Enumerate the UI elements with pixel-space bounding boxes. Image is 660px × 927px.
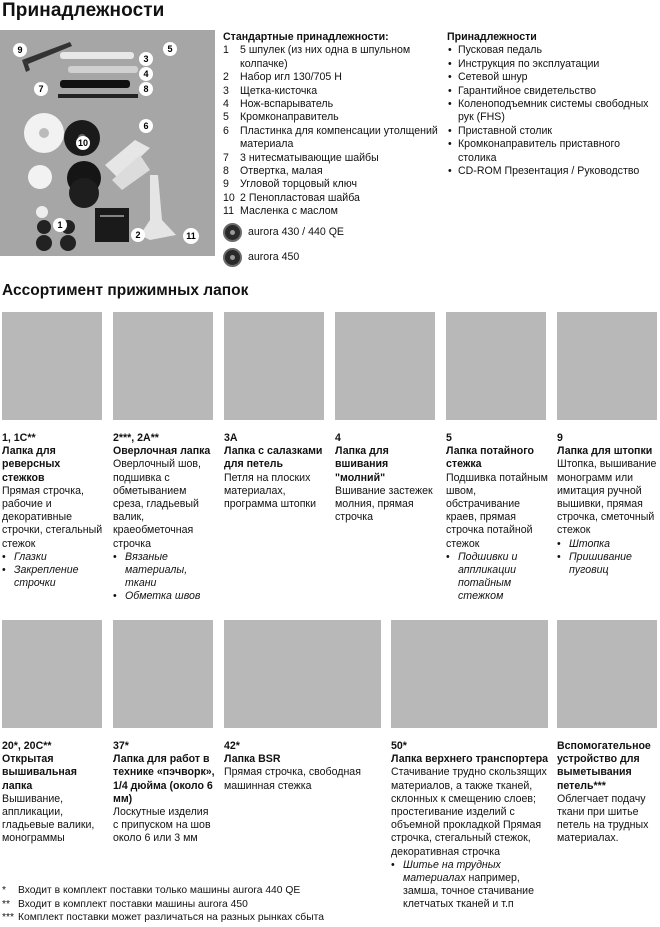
foot-image-9 (557, 312, 657, 420)
standard-item-text: Отвертка, малая (240, 165, 323, 178)
photo-label-7: 7 (38, 84, 44, 94)
foot-name: Открытая вышивальная лапка (2, 753, 77, 792)
accessory-item (447, 44, 660, 57)
standard-item-number: 7 (223, 151, 229, 164)
photo-label-9: 9 (17, 45, 23, 55)
footnote (2, 898, 324, 912)
foot-code: 3A (224, 432, 238, 444)
bullet-icon: • (448, 98, 452, 111)
standard-item (223, 178, 445, 191)
foot-name: Лапка с салазками для петель (224, 445, 323, 471)
foot-name: Лапка BSR (224, 753, 281, 766)
photo-label-11: 11 (186, 231, 196, 241)
foot-description-20 (2, 740, 104, 846)
foot-bullet-italic: Глазки (14, 550, 47, 563)
foot-bullet (2, 551, 104, 564)
foot-image-50 (391, 620, 548, 728)
foot-desc: Вшивание застежек молния, прямая строчка (335, 484, 433, 524)
bullet-icon: • (448, 84, 452, 97)
bullet-icon: • (448, 138, 452, 151)
foot-code: 42* (224, 740, 240, 752)
foot-bullet (557, 551, 659, 577)
foot-bullet-text (125, 590, 200, 603)
standard-item-text: Пластинка для компенсации утолщений материала (240, 124, 438, 151)
accessories-photo-drawing (0, 30, 215, 256)
standard-item (223, 85, 445, 98)
bobbin-label: aurora 450 (248, 250, 300, 263)
footnote (2, 884, 324, 898)
bullet-icon: • (448, 57, 452, 70)
section-title-feet: Ассортимент прижимных лапок (2, 282, 249, 299)
standard-item-text: Щетка-кисточка (240, 84, 318, 97)
accessory-item-text: Гарантийное свидетельство (458, 84, 597, 97)
foot-bullet-text (125, 551, 215, 591)
foot-description-50 (391, 740, 551, 912)
footnote-symbol: *** (2, 912, 15, 924)
foot-bullet-tail: например, замша, точное стачивание клетчатых тканей и т.п (403, 872, 534, 911)
foot-image-buttonhole-aid (557, 620, 657, 728)
foot-bullet (557, 538, 659, 551)
foot-image-1 (2, 312, 102, 420)
foot-code: 37* (113, 740, 129, 752)
foot-bullet-text (569, 538, 610, 551)
standard-item-number: 3 (223, 84, 229, 97)
standard-item (223, 44, 445, 71)
accessory-item (447, 85, 660, 98)
accessory-item-text: Кромконаправитель приставного столика (458, 138, 620, 164)
standard-item-number: 10 (223, 191, 235, 204)
foot-bullet (113, 590, 215, 603)
photo-label-5: 5 (167, 44, 173, 54)
standard-item-number: 1 (223, 44, 229, 57)
standard-item-number: 4 (223, 98, 229, 111)
foot-desc: Лоскутные изделия с припуском на шов около 6 или 3 мм (113, 806, 211, 845)
standard-item (223, 111, 445, 124)
foot-desc: Стачивание трудно скользящих материалов, а также тканей, склонных к смещению слоев; простегивание изделий с объемной прокладкой Прямая строчка, стегальный стежок, декоративная строчка (391, 766, 547, 858)
foot-bullet-italic: Вязаные материалы, ткани (125, 550, 188, 590)
foot-bullet-italic: Подшивки и аппликации потайным стежком (458, 550, 518, 603)
foot-image-4 (335, 312, 435, 420)
foot-desc: Штопка, вышивание монограмм или имитация ручной вышивки, прямая строчка, сметочный стежок (557, 458, 657, 537)
accessory-item-text: Коленоподъемник системы свободных рук (FHS) (458, 98, 649, 124)
foot-description-3a (224, 432, 326, 511)
foot-description-5 (446, 432, 548, 604)
foot-bullet-text (14, 564, 104, 590)
foot-bullet-text (14, 551, 47, 564)
footnote-text: Входит в комплект поставки машины aurora 450 (18, 898, 248, 910)
foot-code: 4 (335, 432, 341, 444)
footnotes (2, 884, 324, 925)
foot-bullet-text (403, 859, 551, 912)
foot-code: 5 (446, 432, 452, 444)
bullet-icon: • (448, 165, 452, 178)
bullet-icon: • (557, 537, 561, 550)
foot-desc: Оверлочный шов, подшивка с обметыванием среза, гладьевый валик, краеобметочная строчка (113, 458, 201, 550)
foot-desc: Петля на плоских материалах, программа штопки (224, 471, 316, 511)
standard-item-number: 6 (223, 124, 229, 137)
photo-label-2: 2 (135, 230, 141, 240)
foot-image-37 (113, 620, 213, 728)
photo-label-10: 10 (77, 138, 89, 148)
accessory-item (447, 58, 660, 71)
accessory-item-text: Пусковая педаль (458, 44, 542, 57)
standard-item-text: Угловой торцовый ключ (240, 178, 357, 191)
standard-item-number: 11 (223, 205, 234, 218)
bullet-icon: • (448, 44, 452, 57)
accessories-title: Принадлежности (447, 31, 537, 43)
standard-item-text: 5 шпулек (из них одна в шпульном колпачке) (240, 44, 411, 70)
accessory-item (447, 71, 660, 84)
bullet-icon: • (448, 124, 452, 137)
standard-accessories-title: Стандартные принадлежности: (223, 31, 389, 43)
foot-image-5 (446, 312, 546, 420)
foot-bullet (2, 564, 104, 590)
foot-name: Лапка для реверсных стежков (2, 445, 61, 484)
photo-label-8: 8 (143, 84, 149, 94)
foot-bullet-italic: Обметка швов (125, 590, 201, 603)
foot-description-buttonhole-aid (557, 740, 660, 846)
foot-bullet (113, 551, 215, 591)
foot-desc: Вышивание, аппликации, гладьевые валики, монограммы (2, 792, 95, 845)
standard-item (223, 71, 445, 84)
accessory-item (447, 98, 660, 125)
standard-item (223, 98, 445, 111)
foot-desc: Прямая строчка, свободная машинная стежка (224, 766, 361, 792)
foot-bullet (446, 551, 548, 604)
standard-item-number: 8 (223, 165, 229, 178)
standard-item (223, 205, 445, 218)
standard-item (223, 125, 445, 152)
foot-bullet-italic: Штопка (569, 537, 611, 550)
foot-name: Лапка верхнего транспортера (391, 753, 549, 766)
foot-description-42 (224, 740, 379, 793)
bobbin-row (223, 222, 445, 244)
foot-name: Лапка потайного стежка (446, 445, 534, 471)
bullet-icon: • (113, 550, 117, 563)
foot-name: Лапка для работ в технике «пэчворк», 1/4 дюйма (около 6 мм) (113, 753, 215, 805)
standard-item-text: 2 Пенопластовая шайба (240, 191, 360, 204)
accessories-photo (0, 30, 215, 256)
foot-name: Лапка для вшивания "молний" (335, 445, 389, 484)
foot-image-20 (2, 620, 102, 728)
foot-description-37 (113, 740, 215, 846)
accessory-item-text: Сетевой шнур (458, 71, 528, 84)
footnote-text: Комплект поставки может различаться на разных рынках сбыта (18, 912, 324, 924)
bobbin-list (223, 222, 445, 269)
foot-code: 2***, 2A** (113, 432, 159, 444)
standard-accessories (223, 31, 445, 269)
bullet-icon: • (448, 71, 452, 84)
foot-description-9 (557, 432, 659, 577)
bullet-icon: • (446, 550, 450, 563)
standard-item-number: 9 (223, 178, 229, 191)
foot-description-4 (335, 432, 437, 524)
foot-description-1 (2, 432, 104, 590)
bullet-icon: • (2, 564, 6, 577)
foot-image-42 (224, 620, 381, 728)
foot-bullet-text (458, 551, 548, 604)
photo-label-1: 1 (57, 220, 63, 230)
standard-item-text: Кромконаправитель (240, 111, 339, 124)
footnote (2, 911, 324, 925)
foot-bullet (391, 859, 551, 912)
accessory-item (447, 138, 660, 165)
foot-code: 50* (391, 740, 407, 752)
foot-bullet-text (569, 551, 659, 577)
accessory-item (447, 165, 660, 178)
accessory-item (447, 125, 660, 138)
foot-code: 20*, 20C** (2, 740, 52, 752)
bobbin-label: aurora 430 / 440 QE (248, 225, 344, 238)
standard-item-text: Нож-вспарыватель (240, 98, 334, 111)
foot-code: 1, 1C** (2, 432, 36, 444)
bobbin-row (223, 247, 445, 269)
standard-item-text: 3 нитесматывающие шайбы (240, 151, 379, 164)
bobbin-icon (223, 223, 242, 242)
foot-code: 9 (557, 432, 563, 444)
foot-desc: Подшивка потайным швом, обстрачивание краев, прямая строчка потайной стежок (446, 471, 548, 550)
accessories-list-block (447, 31, 660, 178)
accessories-list (447, 44, 660, 178)
standard-item-text: Масленка с маслом (240, 205, 338, 218)
bobbin-icon (223, 248, 242, 267)
photo-label-3: 3 (143, 54, 149, 64)
foot-bullet-italic: Шитье на трудных материалах (403, 858, 501, 885)
foot-bullet-italic: Закрепление строчки (14, 564, 79, 590)
foot-desc: Облегчает подачу ткани при шитье петель на трудных материалах. (557, 792, 649, 845)
standard-accessories-list (223, 44, 445, 218)
footnote-symbol: ** (2, 898, 11, 910)
standard-item-text: Набор игл 130/705 H (240, 71, 342, 84)
bullet-icon: • (557, 550, 561, 563)
foot-name: Оверлочная лапка (113, 445, 211, 458)
bullet-icon: • (2, 550, 6, 563)
bullet-icon: • (113, 590, 117, 603)
photo-label-4: 4 (143, 69, 149, 79)
footnote-symbol: * (2, 885, 7, 896)
standard-item (223, 152, 445, 165)
foot-desc: Прямая строчка, рабочие и декоративные строчки, стегальный стежок (2, 484, 103, 550)
accessory-item-text: CD-ROM Презентация / Руководство (458, 165, 640, 178)
accessory-item-text: Инструкция по эксплуатации (458, 57, 600, 70)
standard-item-number: 5 (223, 111, 229, 124)
bullet-icon: • (391, 858, 395, 871)
footnote-text: Входит в комплект поставки только машины aurora 440 QE (18, 885, 301, 896)
photo-label-6: 6 (143, 121, 149, 131)
foot-name: Вспомогательное устройство для выметывания петель*** (557, 740, 651, 792)
foot-bullet-italic: Пришивание пуговиц (569, 550, 632, 577)
standard-item-number: 2 (223, 71, 229, 84)
foot-description-2 (113, 432, 215, 604)
page-title: Принадлежности (2, 0, 165, 21)
accessory-item-text: Приставной столик (458, 124, 552, 137)
foot-image-2 (113, 312, 213, 420)
standard-item (223, 192, 445, 205)
standard-item (223, 165, 445, 178)
foot-image-3a (224, 312, 324, 420)
foot-name: Лапка для штопки (557, 445, 653, 458)
